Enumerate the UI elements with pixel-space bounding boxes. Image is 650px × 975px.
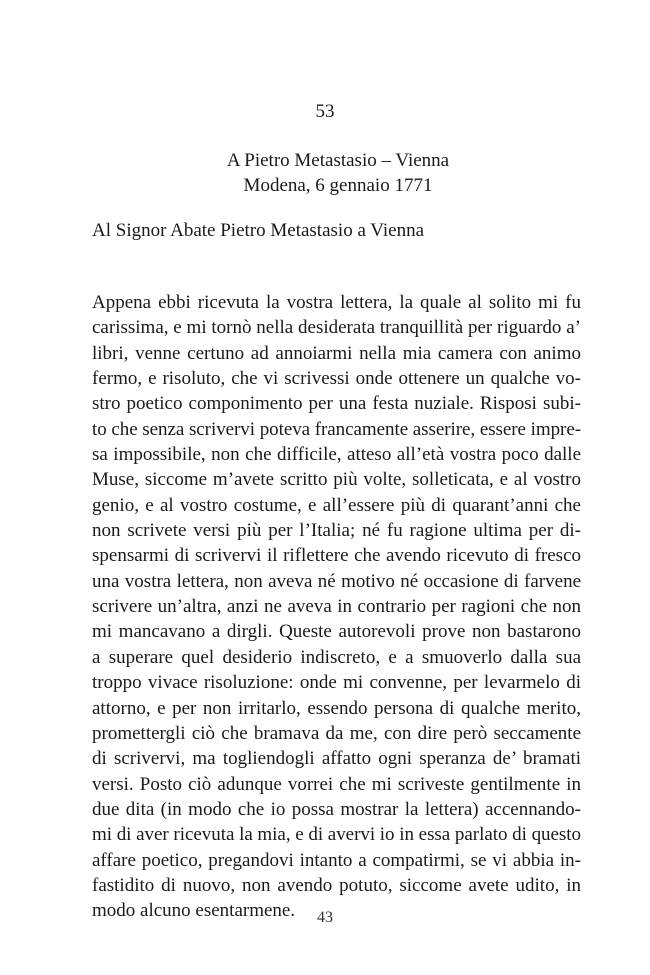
body-line: troppo vivace risoluzione: onde mi convenne, per levarmelo di [92, 672, 581, 694]
letter-body [92, 290, 581, 924]
body-line: versi. Posto ciò adunque vorrei che mi scriveste gentilmente in [92, 773, 581, 795]
body-line: due dita (in modo che io possa mostrar la lettera) accennando- [92, 798, 581, 820]
body-line: Appena ebbi ricevuta la vostra lettera, la quale al solito mi fu [92, 292, 581, 313]
salutation: Al Signor Abate Pietro Metastasio a Vienna [92, 220, 425, 241]
letter-number: 53 [315, 101, 335, 122]
body-line: affare poetico, pregandovi intanto a compatirmi, se vi abbia in- [92, 849, 581, 871]
page-number: 43 [317, 909, 333, 926]
body-line: stro poetico componimento per una festa nuziale. Risposi subi- [92, 393, 581, 415]
body-line: a superare quel desiderio indiscreto, e a smuoverlo dalla sua [92, 646, 581, 668]
body-line: promettergli ciò che bramava da me, con dire però seccamente [92, 722, 581, 744]
letter-heading [0, 148, 650, 198]
body-line: genio, e al vostro costume, e all’essere più di quarant’anni che [92, 494, 581, 516]
body-line: fermo, e risoluto, che vi scrivessi onde ottenere un qualche vo- [92, 368, 581, 390]
body-line: sa impossibile, non che difficile, atteso all’età vostra poco dalle [92, 444, 581, 466]
body-line: libri, venne certuno ad annoiarmi nella mia camera con animo [92, 342, 581, 364]
body-line: scrivere un’altra, anzi ne aveva in contrario per ragioni che non [92, 596, 581, 618]
body-line: non scrivete versi più per l’Italia; né fu ragione ultima per di- [92, 520, 581, 542]
body-line: di scrivervi, ma togliendogli affatto ogni speranza de’ bramati [92, 748, 581, 770]
body-line: mi mancavano a dirgli. Queste autorevoli prove non bastarono [92, 621, 581, 643]
body-line: modo alcuno esentarmene. [92, 900, 296, 922]
body-line: spensarmi di scrivervi il riflettere che avendo ricevuto di fresco [92, 545, 581, 567]
body-line: carissima, e mi tornò nella desiderata tranquillità per riguardo a’ [92, 317, 581, 339]
body-line: fastidito di nuovo, non avendo potuto, siccome avete udito, in [92, 874, 581, 896]
body-line: attorno, e per non irritarlo, essendo persona di qualche merito, [92, 697, 581, 719]
recipient-line: A Pietro Metastasio – Vienna [226, 150, 450, 171]
body-line: to che senza scrivervi poteva francamente asserire, essere impre- [92, 418, 581, 440]
body-line: una vostra lettera, non aveva né motivo né occasione di farvene [92, 570, 581, 592]
body-line: mi di aver ricevuta la mia, e di avervi io in essa parlato di questo [92, 824, 581, 846]
place-date-line: Modena, 6 gennaio 1771 [243, 175, 433, 196]
body-line: Muse, siccome m’avete scritto più volte, solleticata, e al vostro [92, 469, 581, 491]
